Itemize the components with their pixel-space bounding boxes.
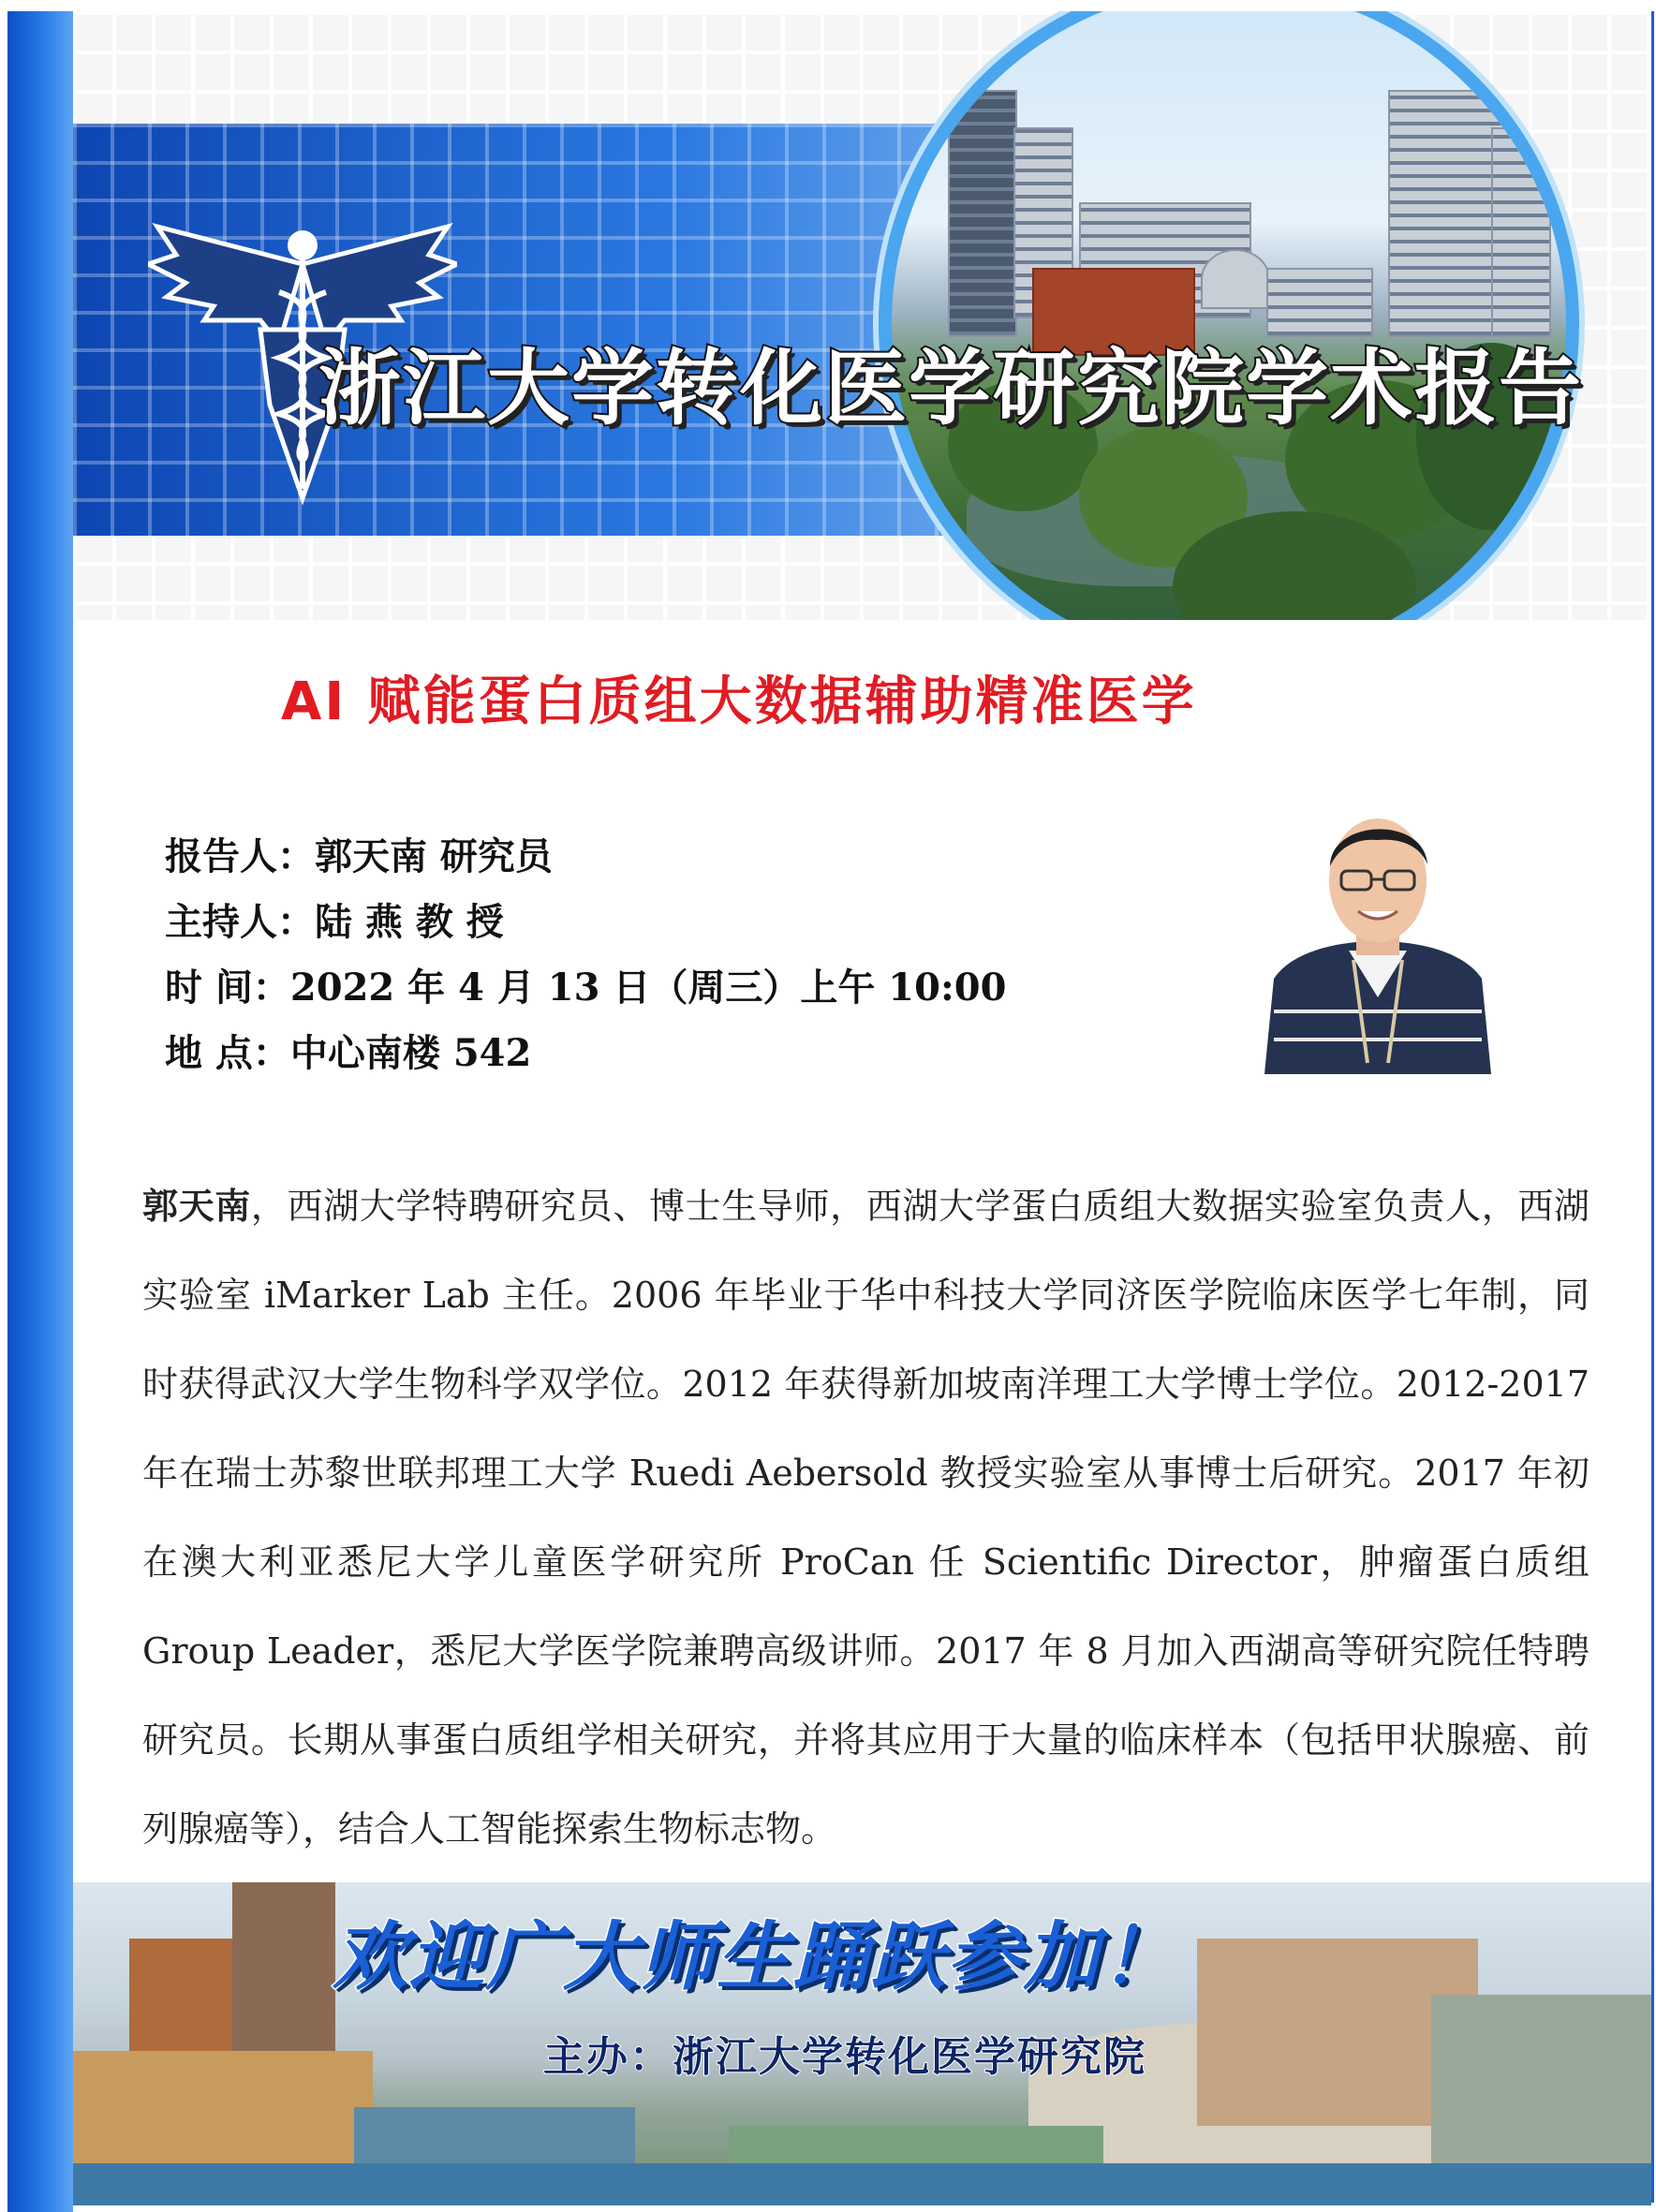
header-banner xyxy=(73,11,1651,620)
speaker-photo xyxy=(1255,810,1501,1074)
campus-photo-circle xyxy=(879,11,1579,620)
left-blue-bar xyxy=(7,11,73,2212)
place-line: 地 点：中心南楼 542 xyxy=(165,1031,532,1075)
welcome-banner-text: 欢迎广大师生踊跃参加！ xyxy=(333,1913,1177,2000)
organizer-text: 主办：浙江大学转化医学研究院 xyxy=(543,2033,1146,2081)
talk-title: AI 赋能蛋白质组大数据辅助精准医学 xyxy=(281,671,1197,732)
bio-text: ，西湖大学特聘研究员、博士生导师，西湖大学蛋白质组大数据实验室负责人，西湖实验室 iMarker Lab 主任。2006 年毕业于华中科技大学同济医学院临床医学七年制，同时获得武汉大学生物科学双学位。2012 年获得新加坡南洋理工大学博士学位。2012-2017 年在瑞士苏黎世联邦理工大学 Ruedi Aebersold 教授实验室从事博士后研究。2017 年初在澳大利亚悉尼大学儿童医学研究所 ProCan 任 Scientific Director，肿瘤蛋白质组 Group Leader，悉尼大学医学院兼聘高级讲师。2017 年 8 月加入西湖高等研究院任特聘研究员。长期从事蛋白质组学相关研究，并将其应用于大量的临床样本（包括甲状腺癌、前列腺癌等），结合人工智能探索生物标志物。 xyxy=(142,1186,1589,1850)
speaker-line: 报告人：郭天南 研究员 xyxy=(165,834,553,878)
bio-name: 郭天南 xyxy=(142,1185,251,1227)
time-line: 时 间：2022 年 4 月 13 日（周三）上午 10:00 xyxy=(165,966,1007,1010)
talk-info xyxy=(165,824,1008,1086)
host-line: 主持人：陆 燕 教 授 xyxy=(165,900,504,944)
header-title: 浙江大学转化医学研究院学术报告 xyxy=(318,340,1584,436)
speaker-bio xyxy=(142,1161,1589,1874)
